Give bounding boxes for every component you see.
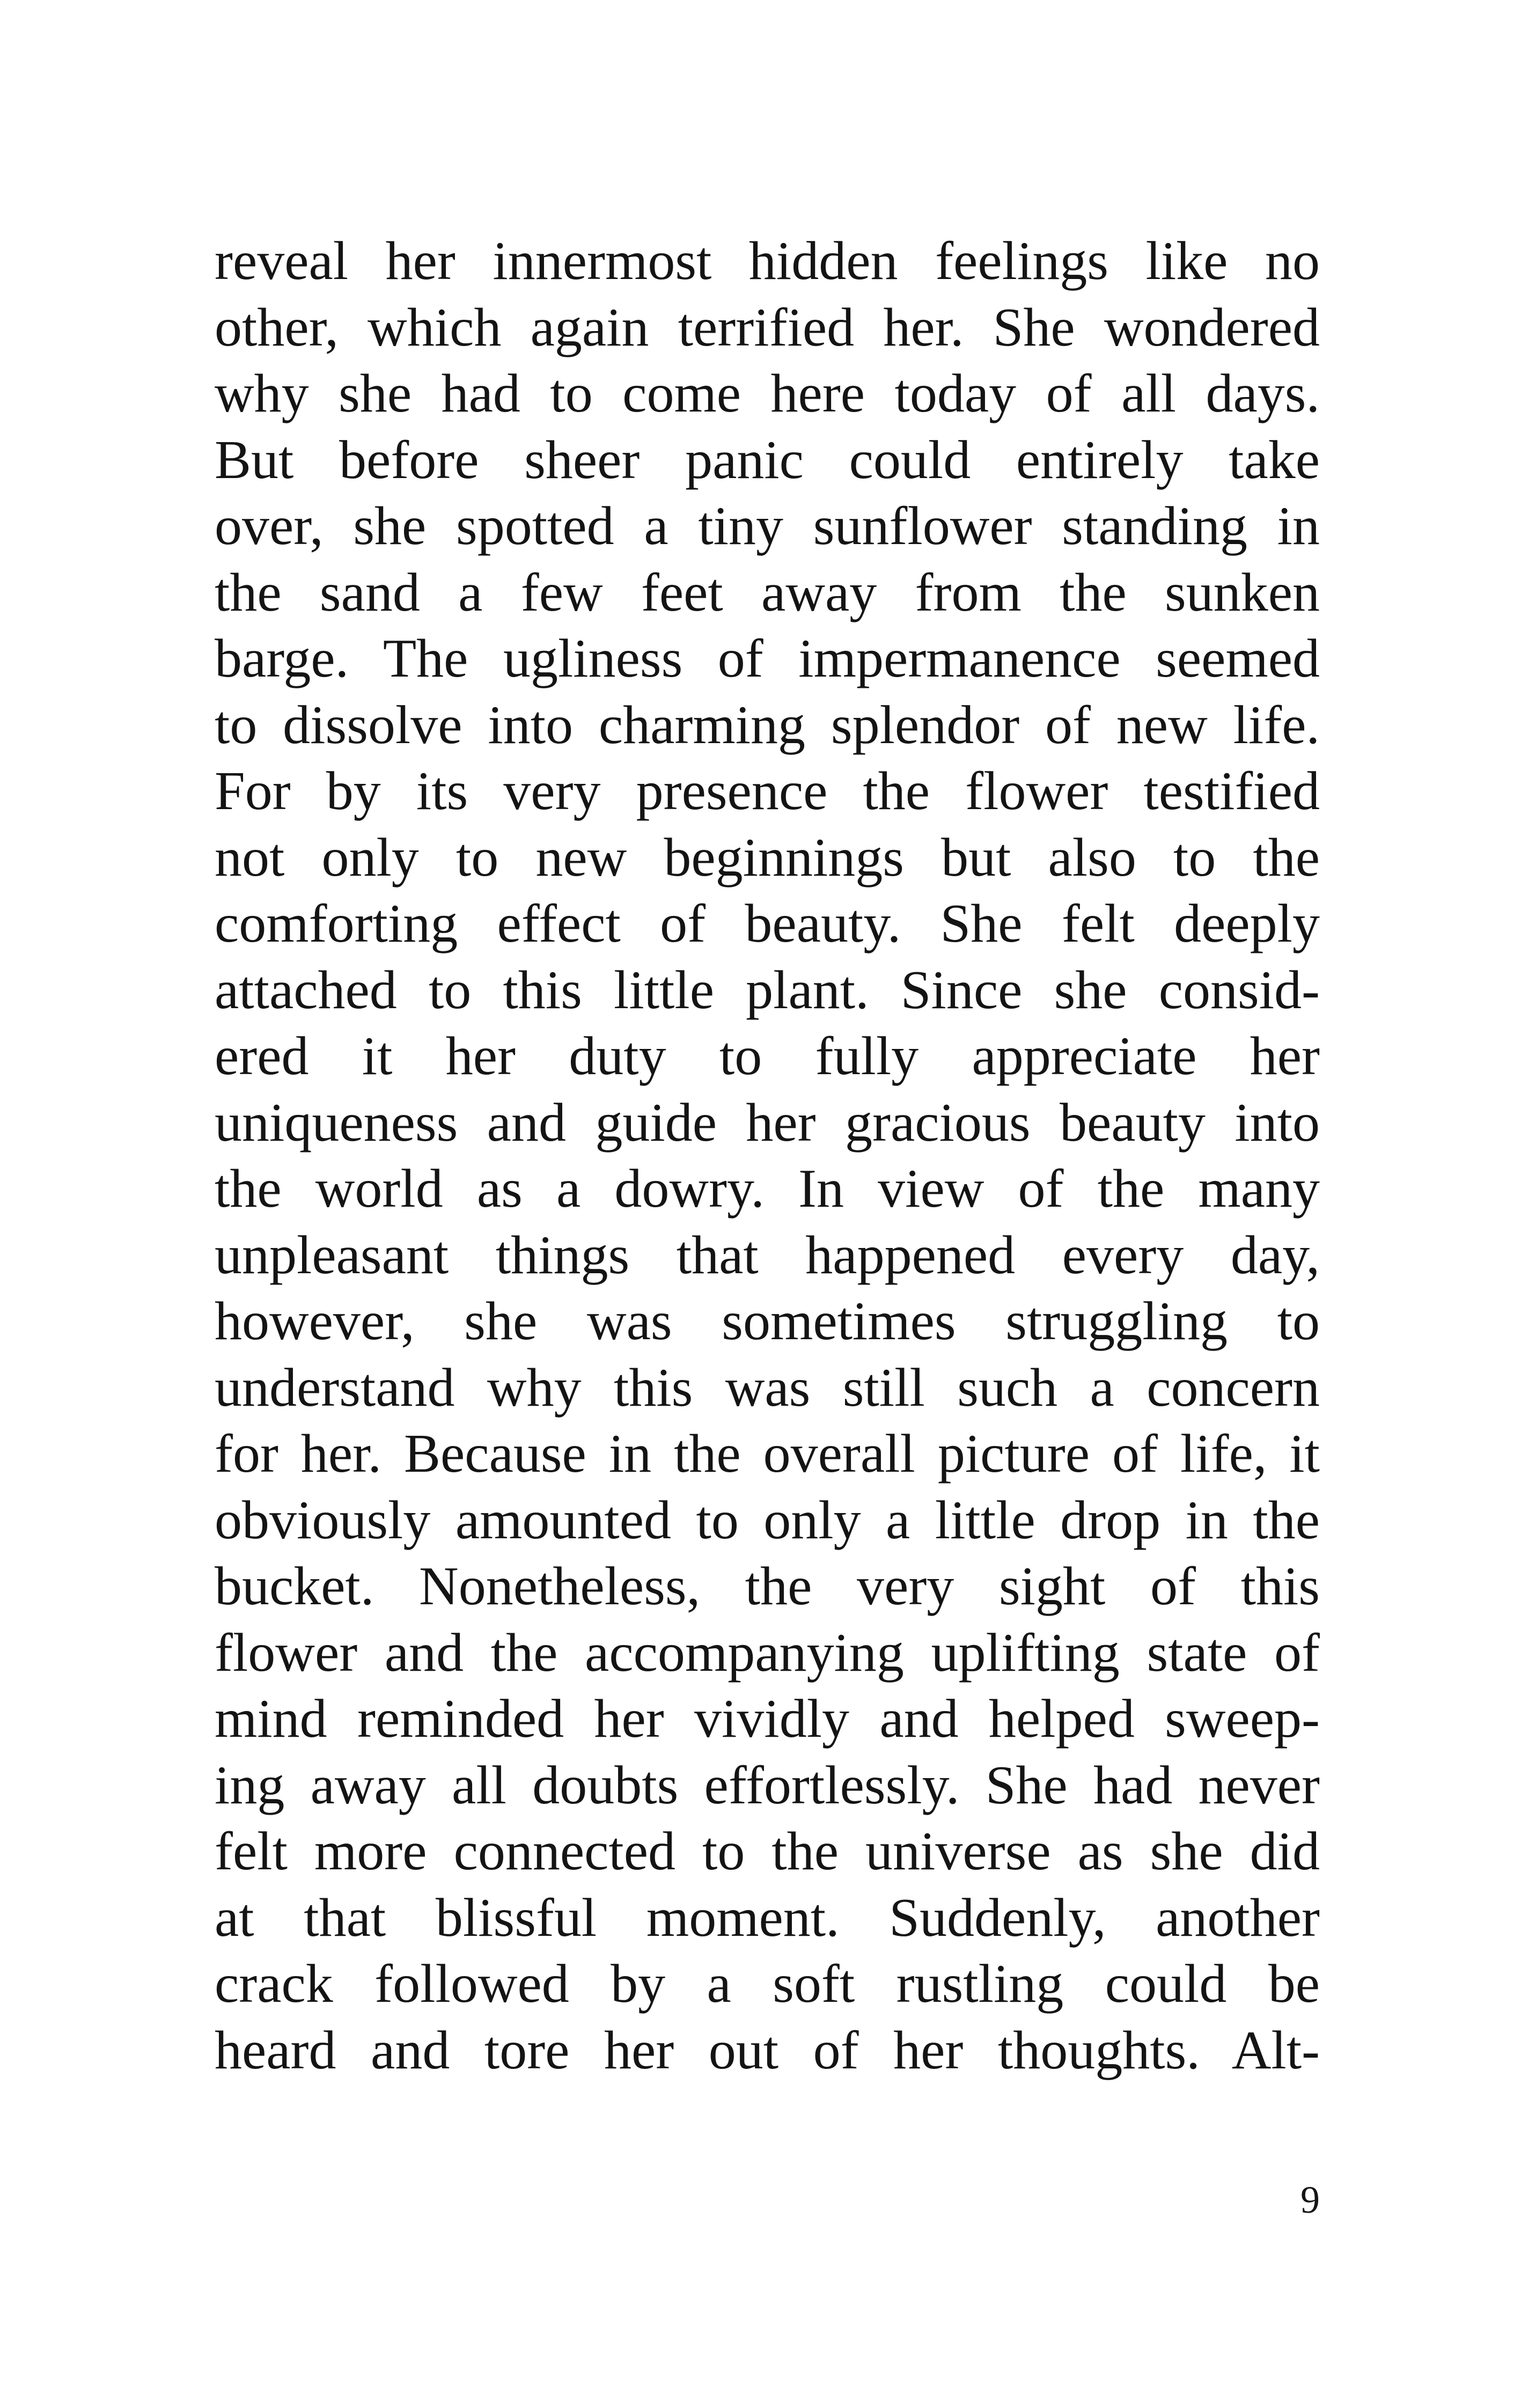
text-line: bucket. Nonetheless, the very sight of this xyxy=(215,1556,1320,1617)
text-line: obviously amounted to only a little drop in the xyxy=(215,1489,1320,1551)
text-line: For by its very presence the flower testified xyxy=(215,761,1320,821)
text-line: however, she was sometimes struggling to xyxy=(215,1291,1320,1352)
text-line: uniqueness and guide her gracious beauty into xyxy=(215,1092,1320,1153)
text-line: ing away all doubts effortlessly. She had never xyxy=(215,1754,1320,1816)
text-line: heard and tore her out of her thoughts. Alt- xyxy=(215,2020,1320,2081)
text-line: comforting effect of beauty. She felt deeply xyxy=(215,893,1320,954)
text-line: flower and the accompanying uplifting state of xyxy=(215,1622,1320,1683)
text-line: attached to this little plant. Since she consid- xyxy=(215,959,1320,1021)
body-text xyxy=(215,228,1320,2083)
text-line: crack followed by a soft rustling could be xyxy=(215,1954,1320,2014)
text-line: unpleasant things that happened every day, xyxy=(215,1224,1320,1286)
text-line: at that blissful moment. Suddenly, another xyxy=(215,1887,1320,1948)
text-line: other, which again terrified her. She wondered xyxy=(215,297,1320,358)
text-line: not only to new beginnings but also to the xyxy=(215,827,1320,888)
text-line: understand why this was still such a concern xyxy=(215,1357,1320,1418)
text-line: to dissolve into charming splendor of new life. xyxy=(215,694,1320,755)
text-line: for her. Because in the overall picture of life, it xyxy=(215,1423,1320,1484)
text-line: ered it her duty to fully appreciate her xyxy=(215,1026,1320,1086)
text-line: mind reminded her vividly and helped sweep- xyxy=(215,1688,1320,1749)
text-line: over, she spotted a tiny sunflower standing in xyxy=(215,496,1320,556)
text-line: But before sheer panic could entirely take xyxy=(215,429,1320,490)
text-line: the sand a few feet away from the sunken xyxy=(215,562,1320,623)
text-line: reveal her innermost hidden feelings like no xyxy=(215,231,1320,291)
text-line: the world as a dowry. In view of the many xyxy=(215,1158,1320,1219)
page-number: 9 xyxy=(1300,2178,1320,2221)
text-line: why she had to come here today of all days. xyxy=(215,363,1320,424)
text-line: barge. The ugliness of impermanence seemed xyxy=(215,628,1320,689)
text-line: felt more connected to the universe as she did xyxy=(215,1821,1320,1882)
